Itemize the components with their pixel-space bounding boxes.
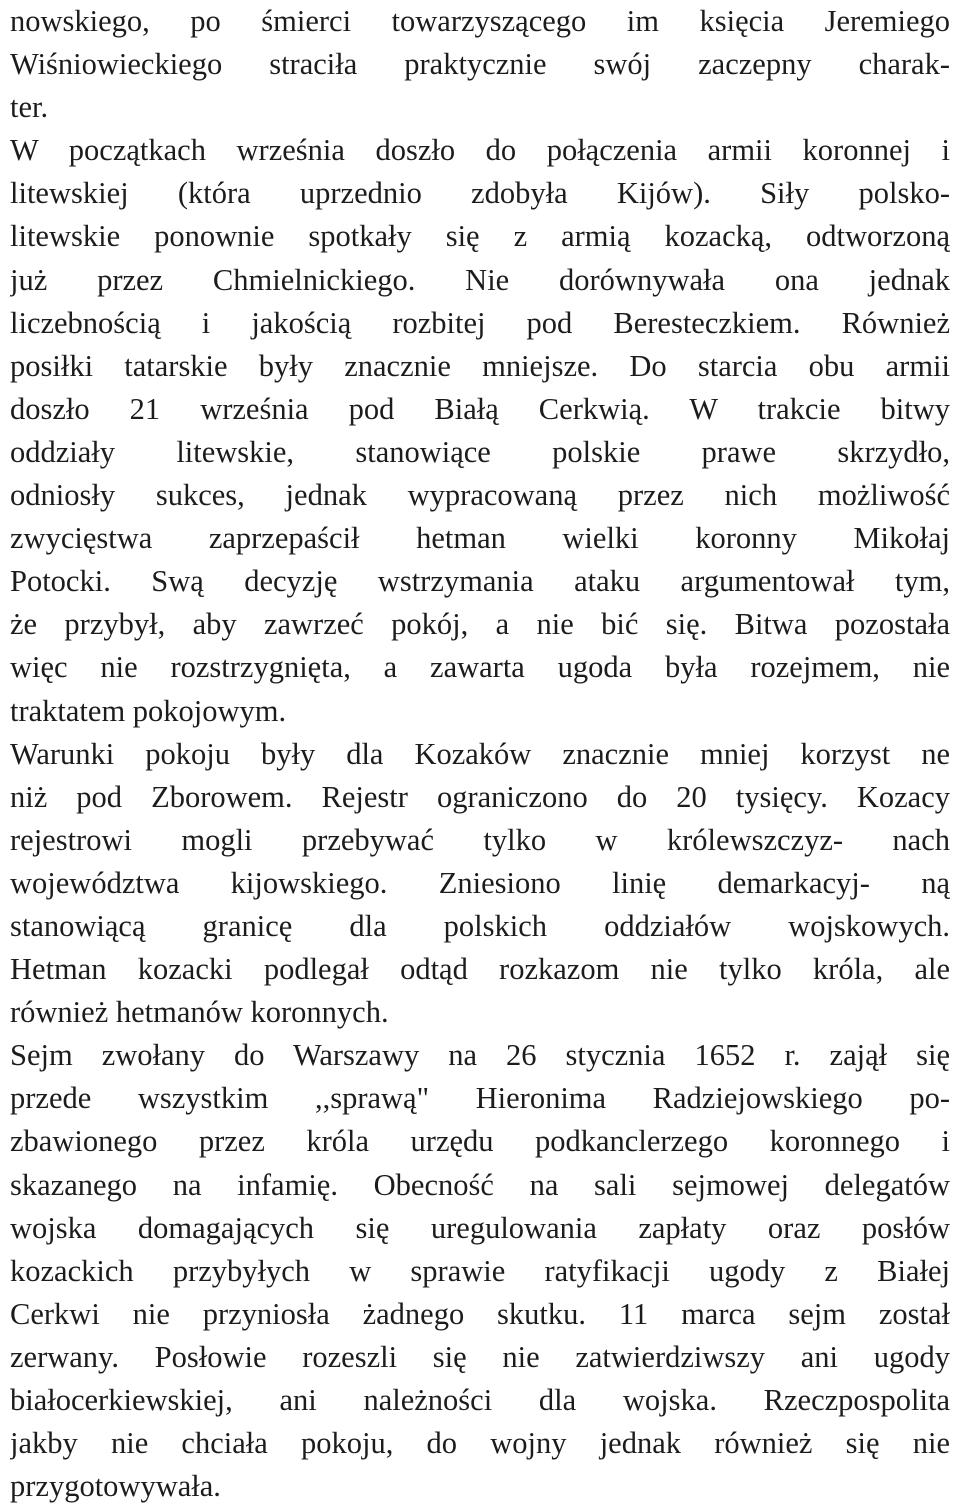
text-line: W początkach września doszło do połączenia armii koronnej i bbox=[10, 133, 950, 168]
text-line: Potocki. Swą decyzję wstrzymania ataku argumentował tym, bbox=[10, 564, 950, 599]
text-line: białocerkiewskiej, ani należności dla wojska. Rzeczpospolita bbox=[10, 1383, 950, 1417]
text-line: już przez Chmielnickiego. Nie dorównywała ona jednak bbox=[10, 262, 950, 297]
text-line: Sejm zwołany do Warszawy na 26 stycznia 1652 r. zajął się bbox=[10, 1038, 950, 1073]
text-line: przygotowywała. bbox=[10, 1469, 221, 1504]
text-line: litewskie ponownie spotkały się z armią kozacką, odtworzoną bbox=[10, 219, 950, 254]
document-page bbox=[10, 0, 950, 1508]
text-line: zbawionego przez króla urzędu podkanclerzego koronnego i bbox=[10, 1124, 950, 1159]
paragraph-4 bbox=[10, 1034, 950, 1508]
text-line: traktatem pokojowym. bbox=[10, 693, 287, 728]
text-line: litewskiej (która uprzednio zdobyła Kijów). Siły polsko- bbox=[10, 176, 950, 211]
text-line: zwycięstwa zaprzepaścił hetman wielki koronny Mikołaj bbox=[10, 521, 950, 556]
text-line: zerwany. Posłowie rozeszli się nie zatwierdziwszy ani ugody bbox=[10, 1339, 950, 1374]
text-line: Wiśniowieckiego straciła praktycznie swój zaczepny charak- bbox=[10, 47, 950, 82]
paragraph-3 bbox=[10, 733, 950, 1035]
text-line: doszło 21 września pod Białą Cerkwią. W trakcie bitwy bbox=[10, 391, 950, 426]
text-line: ter. bbox=[10, 90, 49, 125]
text-line: oddziały litewskie, stanowiące polskie prawe skrzydło, bbox=[10, 434, 950, 469]
text-line: nowskiego, po śmierci towarzyszącego im księcia Jeremiego bbox=[10, 4, 950, 38]
text-line: województwa kijowskiego. Zniesiono linię demarkacyj- ną bbox=[10, 865, 950, 900]
text-line: kozackich przybyłych w sprawie ratyfikacji ugody z Białej bbox=[10, 1253, 950, 1288]
text-line: niż pod Zborowem. Rejestr ograniczono do 20 tysięcy. Kozacy bbox=[10, 779, 950, 814]
paragraph-1 bbox=[10, 0, 950, 129]
text-line: jakby nie chciała pokoju, do wojny jednak również się nie bbox=[10, 1426, 950, 1461]
paragraph-2 bbox=[10, 129, 950, 732]
text-line: Warunki pokoju były dla Kozaków znacznie mniej korzyst ne bbox=[10, 736, 950, 771]
text-line: przede wszystkim ,,sprawą" Hieronima Radziejowskiego po- bbox=[10, 1081, 950, 1116]
text-line: Hetman kozacki podlegał odtąd rozkazom nie tylko króla, ale bbox=[10, 952, 950, 987]
text-line: Cerkwi nie przyniosła żadnego skutku. 11 marca sejm został bbox=[10, 1296, 950, 1331]
text-line: rejestrowi mogli przebywać tylko w królewszczyz- nach bbox=[10, 822, 950, 857]
text-line: więc nie rozstrzygnięta, a zawarta ugoda była rozejmem, nie bbox=[10, 650, 950, 685]
text-line: odniosły sukces, jednak wypracowaną przez nich możliwość bbox=[10, 478, 950, 513]
text-line: wojska domagających się uregulowania zapłaty oraz posłów bbox=[10, 1210, 950, 1245]
text-line: liczebnością i jakością rozbitej pod Beresteczkiem. Również bbox=[10, 305, 950, 340]
text-line: że przybył, aby zawrzeć pokój, a nie bić się. Bitwa pozostała bbox=[10, 607, 950, 642]
text-line: stanowiącą granicę dla polskich oddziałów wojskowych. bbox=[10, 908, 950, 943]
text-line: posiłki tatarskie były znacznie mniejsze. Do starcia obu armii bbox=[10, 348, 950, 383]
text-line: skazanego na infamię. Obecność na sali sejmowej delegatów bbox=[10, 1167, 950, 1202]
text-line: również hetmanów koronnych. bbox=[10, 995, 389, 1030]
